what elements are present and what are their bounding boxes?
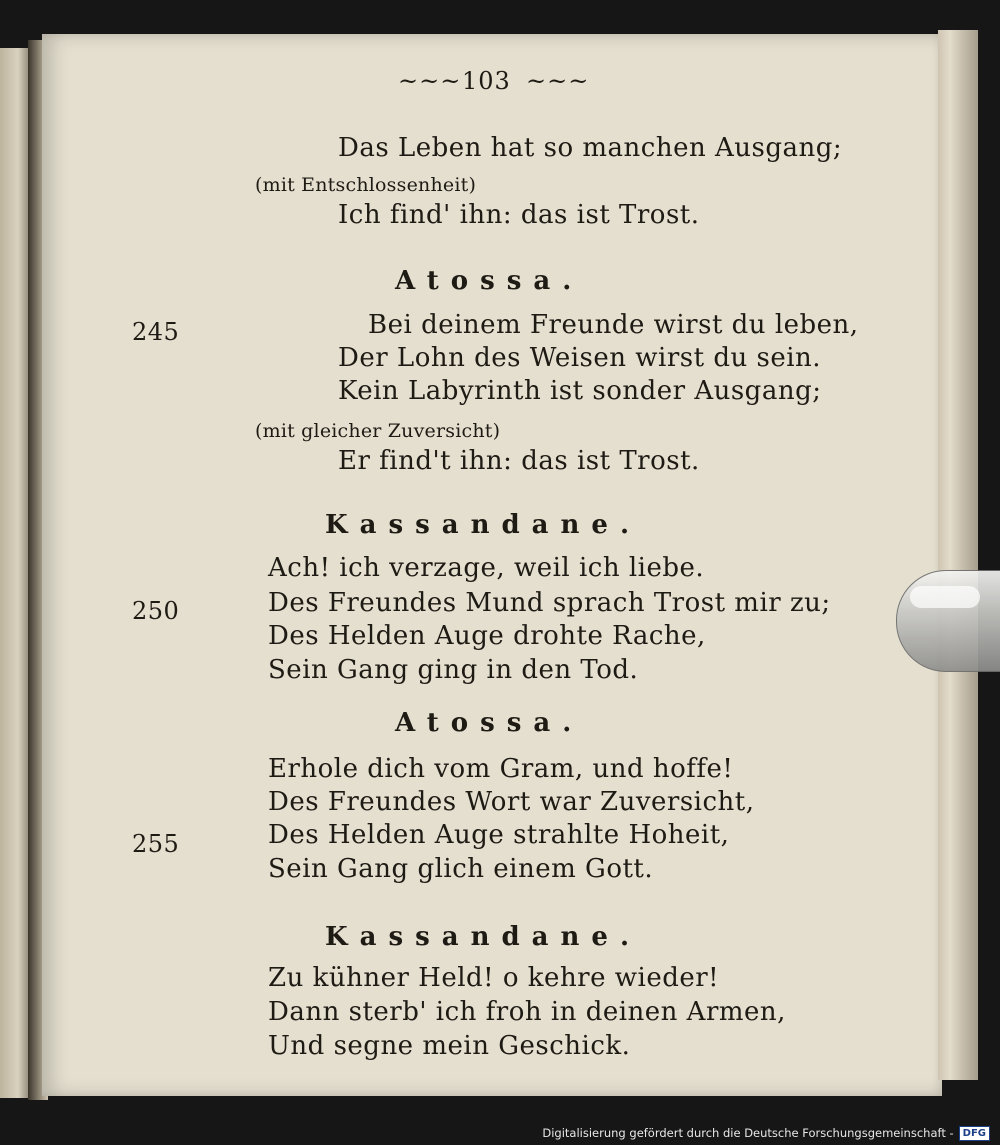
dfg-logo: DFG xyxy=(959,1126,990,1141)
verse-line: Erhole dich vom Gram, und hoffe! xyxy=(268,754,734,784)
stage-direction: (mit Entschlossenheit) xyxy=(255,174,477,196)
digitization-credit xyxy=(542,1124,990,1142)
speaker-name: Atossa. xyxy=(395,266,584,296)
stage-direction: (mit gleicher Zuversicht) xyxy=(255,420,501,442)
left-page-edge xyxy=(0,48,30,1098)
verse-line: Er find't ihn: das ist Trost. xyxy=(338,446,700,476)
verse-line: Des Freundes Mund sprach Trost mir zu; xyxy=(268,588,831,618)
speaker-name: Kassandane. xyxy=(325,922,641,952)
header-ornament-left: ~~~ xyxy=(398,67,462,95)
verse-line: Ich find' ihn: das ist Trost. xyxy=(338,200,700,230)
verse-line: Des Helden Auge strahlte Hoheit, xyxy=(268,820,730,850)
line-number: 250 xyxy=(132,597,180,625)
verse-line: Ach! ich verzage, weil ich liebe. xyxy=(268,553,705,583)
verse-line: Kein Labyrinth ist sonder Ausgang; xyxy=(338,376,822,406)
verse-line: Zu kühner Held! o kehre wieder! xyxy=(268,963,720,993)
verse-line: Das Leben hat so manchen Ausgang; xyxy=(338,133,843,163)
verse-line: Und segne mein Geschick. xyxy=(268,1031,631,1061)
verse-line: Des Helden Auge drohte Rache, xyxy=(268,621,706,651)
speaker-name: Kassandane. xyxy=(325,510,641,540)
verse-line: Sein Gang glich einem Gott. xyxy=(268,854,654,884)
verse-line: Bei deinem Freunde wirst du leben, xyxy=(368,310,859,340)
verse-line: Der Lohn des Weisen wirst du sein. xyxy=(338,343,822,373)
page-number: 103 xyxy=(462,67,511,95)
header-ornament-right: ~~~ xyxy=(526,67,590,95)
speaker-name: Atossa. xyxy=(395,708,584,738)
credit-text: Digitalisierung gefördert durch die Deutsche Forschungsgemeinschaft - xyxy=(542,1126,954,1140)
line-number: 245 xyxy=(132,318,180,346)
line-number: 255 xyxy=(132,830,180,858)
verse-line: Des Freundes Wort war Zuversicht, xyxy=(268,787,755,817)
page-clip-highlight xyxy=(910,586,980,608)
verse-line: Sein Gang ging in den Tod. xyxy=(268,655,639,685)
verse-line: Dann sterb' ich froh in deinen Armen, xyxy=(268,997,786,1027)
page-stack-edge xyxy=(938,30,978,1080)
